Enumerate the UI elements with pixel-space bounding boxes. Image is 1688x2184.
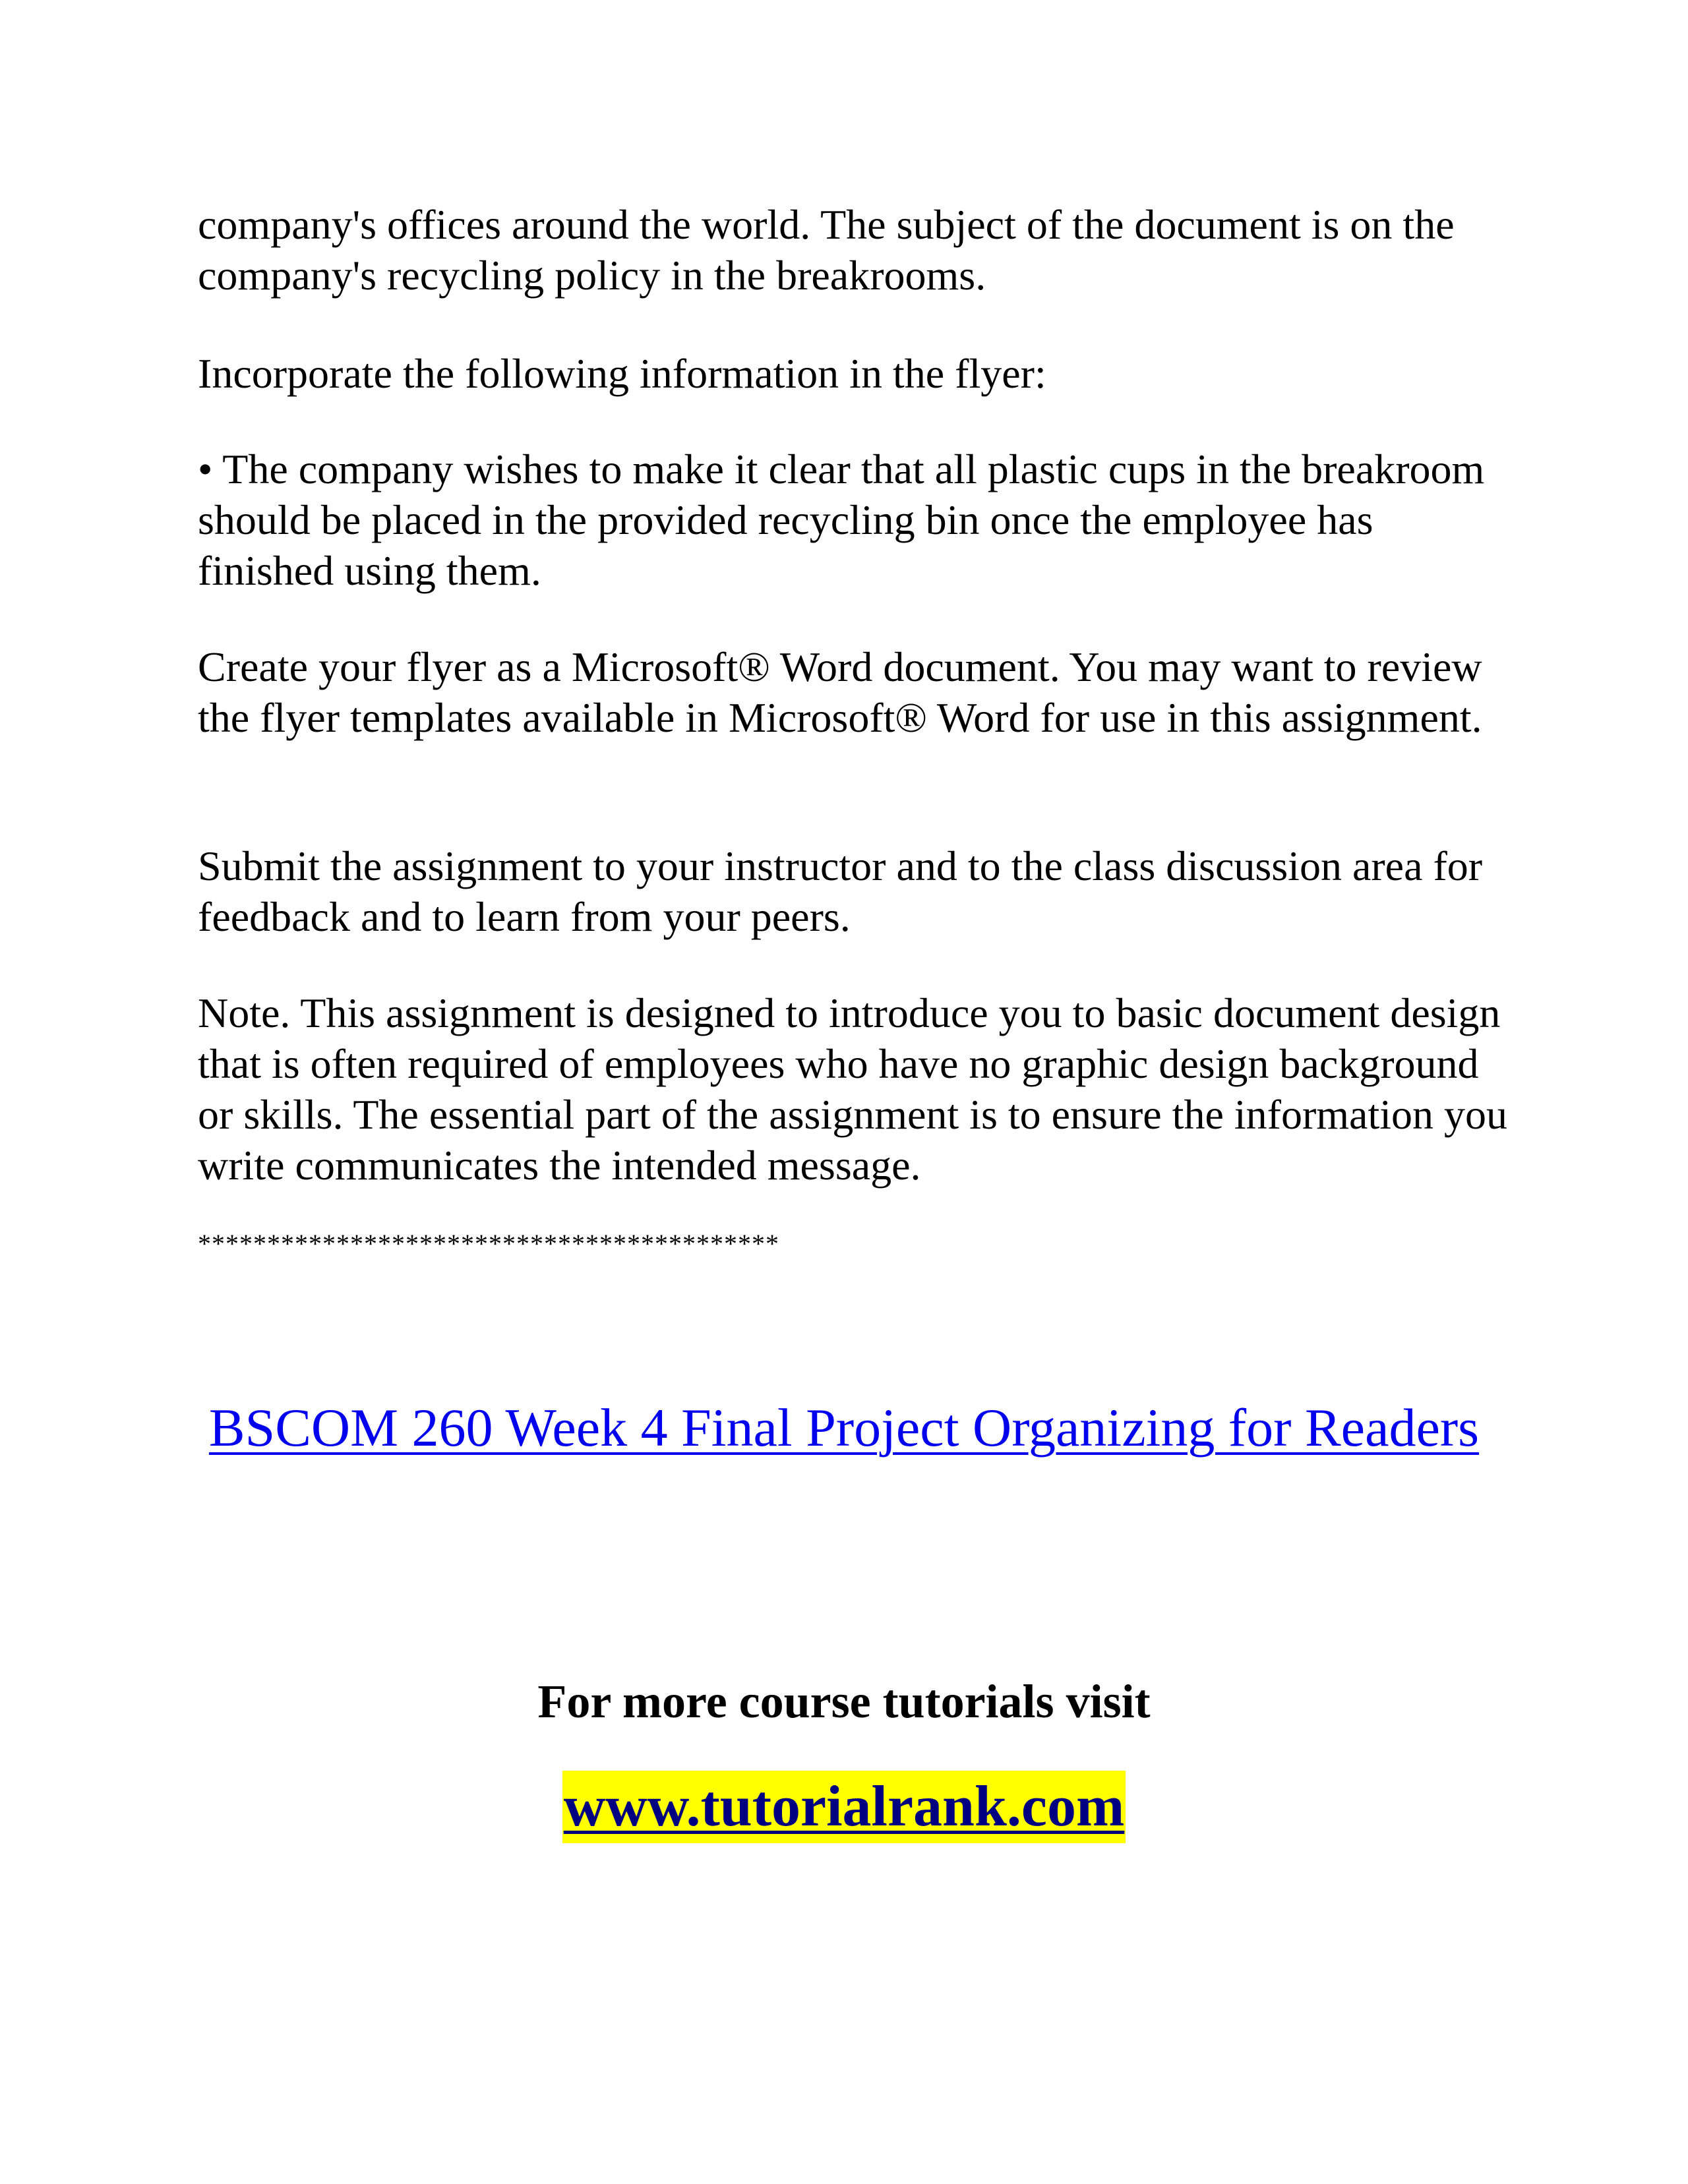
paragraph-incorporate: Incorporate the following information in the flyer: (198, 350, 1046, 397)
more-tutorials-heading: For more course tutorials visit (537, 1675, 1151, 1728)
website-link[interactable]: www.tutorialrank.com (562, 1771, 1126, 1843)
paragraph-submit: Submit the assignment to your instructor and to the class discussion area for feedback and to learn from your peers. (198, 842, 1483, 940)
paragraph-create-flyer: Create your flyer as a Microsoft® Word document. You may want to review the flyer templates available in Microsoft® Word for use in this assignment. (198, 643, 1482, 741)
asterisk-separator: ****************************************** (198, 1229, 779, 1258)
paragraph-note: Note. This assignment is designed to introduce you to basic document design that is often required of employees who have no graphic design background or skills. The essential part of the assignment is to ensure the information you write communicates the intended message. (198, 989, 1507, 1189)
paragraph-recycling-subject: company's offices around the world. The subject of the document is on the company's recycling policy in the breakrooms. (198, 201, 1455, 299)
paragraph-bullet-plastic-cups: • The company wishes to make it clear that all plastic cups in the breakroom should be placed in the provided recycling bin once the employee has finished using them. (198, 446, 1485, 594)
website-container (185, 1771, 1503, 1843)
course-title-link[interactable]: BSCOM 260 Week 4 Final Project Organizing for Readers (208, 1398, 1480, 1458)
